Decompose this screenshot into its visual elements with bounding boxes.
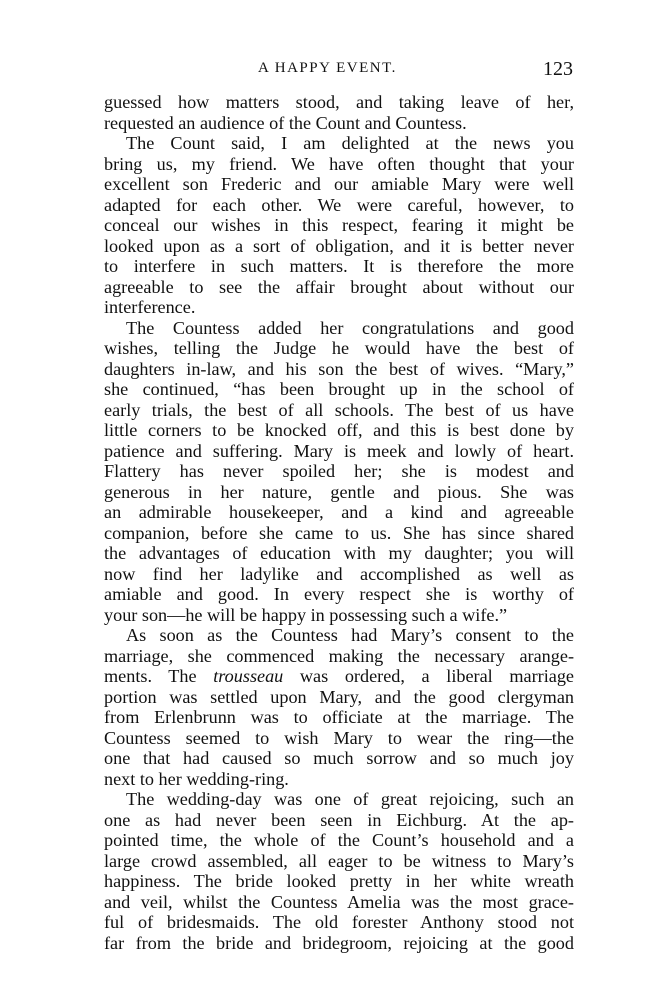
text-line: generous in her nature, gentle and pious. She was [104, 481, 574, 502]
running-title: A HAPPY EVENT. [258, 60, 397, 76]
text-line: large crowd assembled, all eager to be witness to Mary’s [104, 850, 574, 871]
text-line: one as had never been seen in Eichburg. At the ap- [104, 809, 574, 830]
text-line: one that had caused so much sorrow and so much joy [104, 748, 574, 768]
text-line: happiness. The bride looked pretty in her white wreath [104, 871, 574, 891]
text-line: now find her ladylike and accomplished as well as [104, 563, 574, 584]
text-line: marriage, she commenced making the necessary arange- [104, 645, 574, 666]
text-line: an admirable housekeeper, and a kind and agreeable [104, 502, 574, 522]
text-line: adapted for each other. We were careful, however, to [104, 194, 574, 215]
text-line: pointed time, the whole of the Count’s household and a [104, 830, 574, 850]
text-line: portion was settled upon Mary, and the good clergyman [104, 686, 574, 707]
text-line: interference. [104, 297, 196, 317]
running-head [0, 58, 649, 84]
body-text [104, 92, 574, 953]
text-line: patience and suffering. Mary is meek and lowly of heart. [104, 440, 574, 461]
text-line: guessed how matters stood, and taking leave of her, [104, 92, 574, 112]
text-line: to interfere in such matters. It is therefore the more [104, 256, 574, 276]
text-line: The Countess added her congratulations and good [126, 317, 574, 338]
page-number: 123 [543, 58, 573, 80]
text-line: excellent son Frederic and our amiable Mary were well [104, 174, 574, 194]
text-line: ments. The trousseau was ordered, a liberal marriage [104, 666, 574, 686]
text-line: she continued, “has been brought up in the school of [104, 379, 574, 399]
text-line: daughters in-law, and his son the best of wives. “Mary,” [104, 358, 574, 379]
text-line: and veil, whilst the Countess Amelia was the most grace- [104, 891, 574, 912]
text-line: early trials, the best of all schools. The best of us have [104, 399, 574, 420]
text-line: requested an audience of the Count and Countess. [104, 112, 467, 133]
text-line: agreeable to see the affair brought about without our [104, 276, 574, 297]
italic-word: trousseau [213, 666, 284, 686]
text-line: The wedding-day was one of great rejoicing, such an [126, 789, 574, 809]
text-line: from Erlenbrunn was to officiate at the marriage. The [104, 707, 574, 727]
text-line: companion, before she came to us. She has since shared [104, 522, 574, 543]
text-line: your son—he will be happy in possessing such a wife.” [104, 604, 508, 625]
text-line: Countess seemed to wish Mary to wear the ring—the [104, 727, 574, 748]
text-line: bring us, my friend. We have often thought that your [104, 153, 574, 174]
text-line: the advantages of education with my daughter; you will [104, 543, 574, 563]
text-line: next to her wedding-ring. [104, 768, 289, 789]
text-line: little corners to be knocked off, and this is best done by [104, 420, 574, 440]
text-line: wishes, telling the Judge he would have the best of [104, 338, 574, 358]
text-line: Flattery has never spoiled her; she is modest and [104, 461, 574, 481]
text-line: The Count said, I am delighted at the news you [126, 133, 574, 153]
text-line: looked upon as a sort of obligation, and it is better never [104, 235, 574, 256]
text-line: As soon as the Countess had Mary’s consent to the [126, 625, 574, 645]
text-line: conceal our wishes in this respect, fearing it might be [104, 215, 574, 235]
text-line: ful of bridesmaids. The old forester Anthony stood not [104, 912, 574, 932]
text-line: far from the bride and bridegroom, rejoicing at the good [104, 932, 574, 953]
text-line: amiable and good. In every respect she is worthy of [104, 584, 574, 604]
